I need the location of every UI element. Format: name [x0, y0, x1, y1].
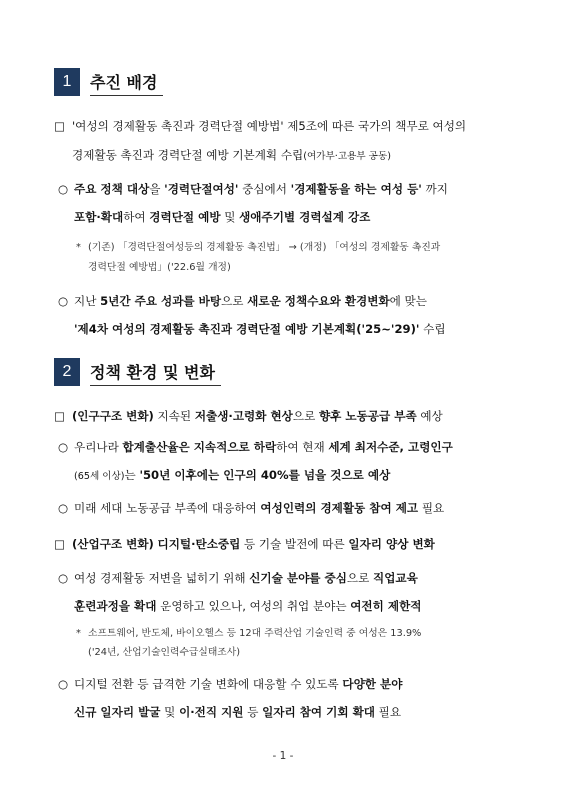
text: 등 — [243, 705, 263, 719]
text: 합계출산율은 지속적으로 하락 — [122, 440, 277, 454]
section-heading-1 — [54, 68, 163, 96]
text: 향후 노동공급 부족 — [318, 409, 417, 423]
text: 저출생·고령화 현상 — [194, 409, 293, 423]
square-bullet-icon: □ — [54, 409, 65, 423]
text: (산업구조 변화) — [72, 537, 154, 551]
circle-bullet-icon: ○ — [58, 440, 69, 454]
text: 필요 — [375, 705, 402, 719]
text: 으로 — [346, 571, 373, 585]
circle-bullet-icon: ○ — [58, 182, 69, 196]
note-line — [88, 645, 240, 661]
text: 디지털·탄소중립 — [157, 537, 241, 551]
text: 및 — [220, 210, 240, 224]
text: 신기술 분야를 중심 — [249, 571, 347, 585]
paragraph-line — [74, 704, 401, 720]
text: 포함·확대 — [74, 210, 124, 224]
text: (여가부·고용부 공동) — [303, 151, 391, 162]
text: 및 — [160, 705, 180, 719]
paragraph-line — [74, 209, 370, 225]
text: 중심에서 — [238, 182, 291, 196]
paragraph-line — [74, 500, 444, 516]
asterisk-note-icon: * — [76, 628, 81, 639]
note-line — [88, 260, 231, 276]
paragraph-line — [74, 321, 446, 337]
text: 여성인력의 경제활동 참여 제고 — [260, 501, 419, 515]
text: 세계 최저수준, 고령인구 — [328, 440, 453, 454]
circle-bullet-icon: ○ — [58, 677, 69, 691]
paragraph-line — [74, 676, 402, 692]
text: '50년 이후에는 인구의 40%를 넘을 것으로 예상 — [139, 468, 391, 482]
text: '여성의 경제활동 촉진과 경력단절 예방법' 제5조에 따른 국가의 책무로 여성의 — [72, 119, 467, 133]
circle-bullet-icon: ○ — [58, 501, 69, 515]
text: (65세 이상) — [74, 471, 125, 482]
text: 등 기술 발전에 따른 — [240, 537, 349, 551]
square-bullet-icon: □ — [54, 537, 65, 551]
text: 에 맞는 — [389, 294, 427, 308]
text: 훈련과정을 확대 — [74, 599, 157, 613]
text: 하여 — [123, 210, 150, 224]
paragraph-line — [72, 118, 466, 134]
text: '경력단절여성' — [164, 182, 239, 196]
section-number: 1 — [54, 68, 80, 96]
circle-bullet-icon: ○ — [58, 571, 69, 585]
note-line — [88, 626, 421, 642]
text: 주요 정책 대상 — [74, 182, 150, 196]
text: '경제활동을 하는 여성 등' — [290, 182, 422, 196]
text: 여성 경제활동 저변을 넓히기 위해 — [74, 571, 250, 585]
paragraph-line — [74, 570, 418, 586]
note-line — [88, 240, 440, 256]
text: '제4차 여성의 경제활동 촉진과 경력단절 예방 기본계획('25~'29)' — [74, 322, 420, 336]
text: 소프트웨어, 반도체, 바이오헬스 등 12대 주력산업 기술인력 중 여성은 13.9% — [88, 628, 422, 639]
circle-bullet-icon: ○ — [58, 294, 69, 308]
text: 수립 — [419, 322, 446, 336]
text: 신규 일자리 발굴 — [74, 705, 161, 719]
text: (기존) 「경력단절여성등의 경제활동 촉진법」 → (개정) 「여성의 경제활동 촉진과 — [88, 242, 441, 253]
paragraph-line — [74, 598, 421, 614]
text: ('24년, 산업기술인력수급실태조사) — [88, 647, 241, 658]
paragraph-line — [74, 467, 390, 485]
text: 여전히 제한적 — [350, 599, 422, 613]
text: 까지 — [421, 182, 448, 196]
paragraph-line — [74, 439, 453, 455]
section-number: 2 — [54, 358, 80, 386]
text: (인구구조 변화) — [72, 409, 154, 423]
text: 으로 — [221, 294, 248, 308]
square-bullet-icon: □ — [54, 119, 65, 133]
text: 미래 세대 노동공급 부족에 대응하여 — [74, 501, 261, 515]
text: 디지털 전환 등 급격한 기술 변화에 대응할 수 있도록 — [74, 677, 343, 691]
text: 필요 — [418, 501, 445, 515]
text: 으로 — [292, 409, 319, 423]
text: 예상 — [416, 409, 443, 423]
text: 이·전직 지원 — [179, 705, 244, 719]
page-number: - 1 - — [272, 750, 294, 762]
text: 지속된 — [153, 409, 195, 423]
asterisk-note-icon: * — [76, 242, 81, 253]
paragraph-line — [72, 408, 443, 424]
text: 경제활동 촉진과 경력단절 예방 기본계획 수립 — [72, 148, 304, 162]
paragraph-line — [74, 181, 448, 197]
text: 운영하고 있으나, 여성의 취업 분야는 — [156, 599, 351, 613]
text: 하여 현재 — [276, 440, 329, 454]
text: 5년간 주요 성과를 바탕 — [100, 294, 222, 308]
paragraph-line — [72, 536, 435, 552]
paragraph-line — [74, 293, 427, 309]
text: 새로운 정책수요와 환경변화 — [247, 294, 390, 308]
text: 직업교육 — [373, 571, 418, 585]
text: 생애주기별 경력설계 강조 — [239, 210, 371, 224]
section-heading-2 — [54, 358, 221, 386]
section-title: 정책 환경 및 변화 — [90, 358, 221, 386]
text: 우리나라 — [74, 440, 123, 454]
text: 경력단절 예방 — [149, 210, 221, 224]
section-title: 추진 배경 — [90, 68, 163, 96]
text: 을 — [149, 182, 165, 196]
paragraph-line — [72, 147, 391, 165]
text: 일자리 참여 기회 확대 — [262, 705, 375, 719]
text: 경력단절 예방법」('22.6월 개정) — [88, 262, 231, 273]
text: 일자리 양상 변화 — [348, 537, 435, 551]
text: 다양한 분야 — [342, 677, 403, 691]
text: 지난 — [74, 294, 101, 308]
text: 는 — [124, 468, 140, 482]
